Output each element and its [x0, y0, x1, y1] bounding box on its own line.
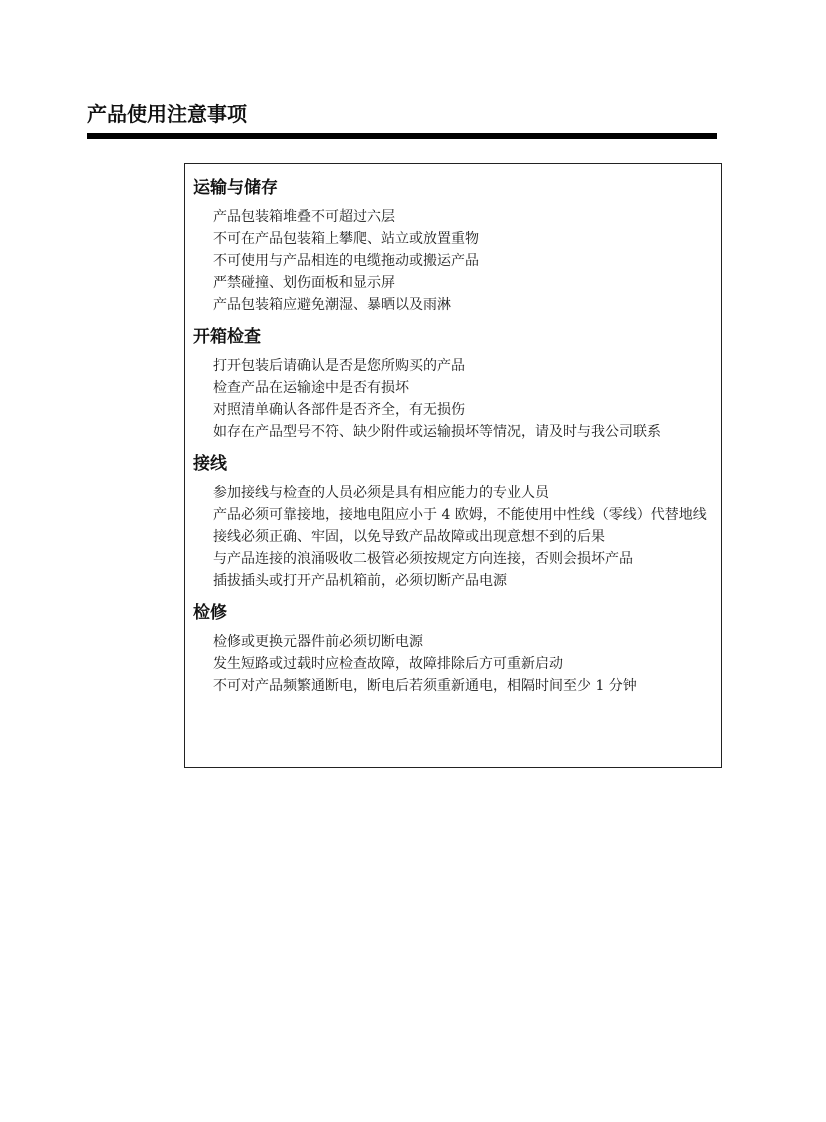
item-list — [193, 482, 707, 592]
list-item: 产品包装箱应避免潮湿、暴晒以及雨淋 — [213, 297, 451, 313]
notice-box — [184, 163, 722, 768]
section-transport-storage — [193, 173, 707, 316]
title-rule — [87, 133, 717, 139]
list-item: 产品必须可靠接地，接地电阻应小于 4 欧姆，不能使用中性线（零线）代替地线 — [213, 507, 707, 523]
list-item: 不可在产品包装箱上攀爬、站立或放置重物 — [213, 231, 479, 247]
list-item: 不可使用与产品相连的电缆拖动或搬运产品 — [213, 253, 479, 269]
list-item: 检修或更换元器件前必须切断电源 — [213, 634, 423, 650]
section-maintenance — [193, 598, 707, 697]
list-item: 检查产品在运输途中是否有损坏 — [213, 380, 409, 396]
list-item: 与产品连接的浪涌吸收二极管必须按规定方向连接，否则会损坏产品 — [213, 551, 633, 567]
list-item: 插拔插头或打开产品机箱前，必须切断产品电源 — [213, 573, 507, 589]
item-list — [193, 355, 707, 443]
section-heading: 运输与储存 — [193, 178, 278, 198]
list-item: 对照清单确认各部件是否齐全，有无损伤 — [213, 402, 465, 418]
section-heading: 开箱检查 — [193, 327, 261, 347]
list-item: 打开包装后请确认是否是您所购买的产品 — [213, 358, 465, 374]
list-item: 参加接线与检查的人员必须是具有相应能力的专业人员 — [213, 485, 549, 501]
list-item: 发生短路或过载时应检查故障，故障排除后方可重新启动 — [213, 656, 563, 672]
section-unpacking-inspection — [193, 322, 707, 443]
list-item: 不可对产品频繁通断电，断电后若须重新通电，相隔时间至少 1 分钟 — [213, 678, 637, 694]
section-wiring — [193, 449, 707, 592]
item-list — [193, 206, 707, 316]
list-item: 接线必须正确、牢固，以免导致产品故障或出现意想不到的后果 — [213, 529, 605, 545]
list-item: 严禁碰撞、划伤面板和显示屏 — [213, 275, 395, 291]
section-heading: 检修 — [193, 603, 227, 623]
section-heading: 接线 — [193, 454, 227, 474]
list-item: 产品包装箱堆叠不可超过六层 — [213, 209, 395, 225]
list-item: 如存在产品型号不符、缺少附件或运输损坏等情况，请及时与我公司联系 — [213, 424, 661, 440]
page-title: 产品使用注意事项 — [87, 102, 247, 126]
item-list — [193, 631, 707, 697]
